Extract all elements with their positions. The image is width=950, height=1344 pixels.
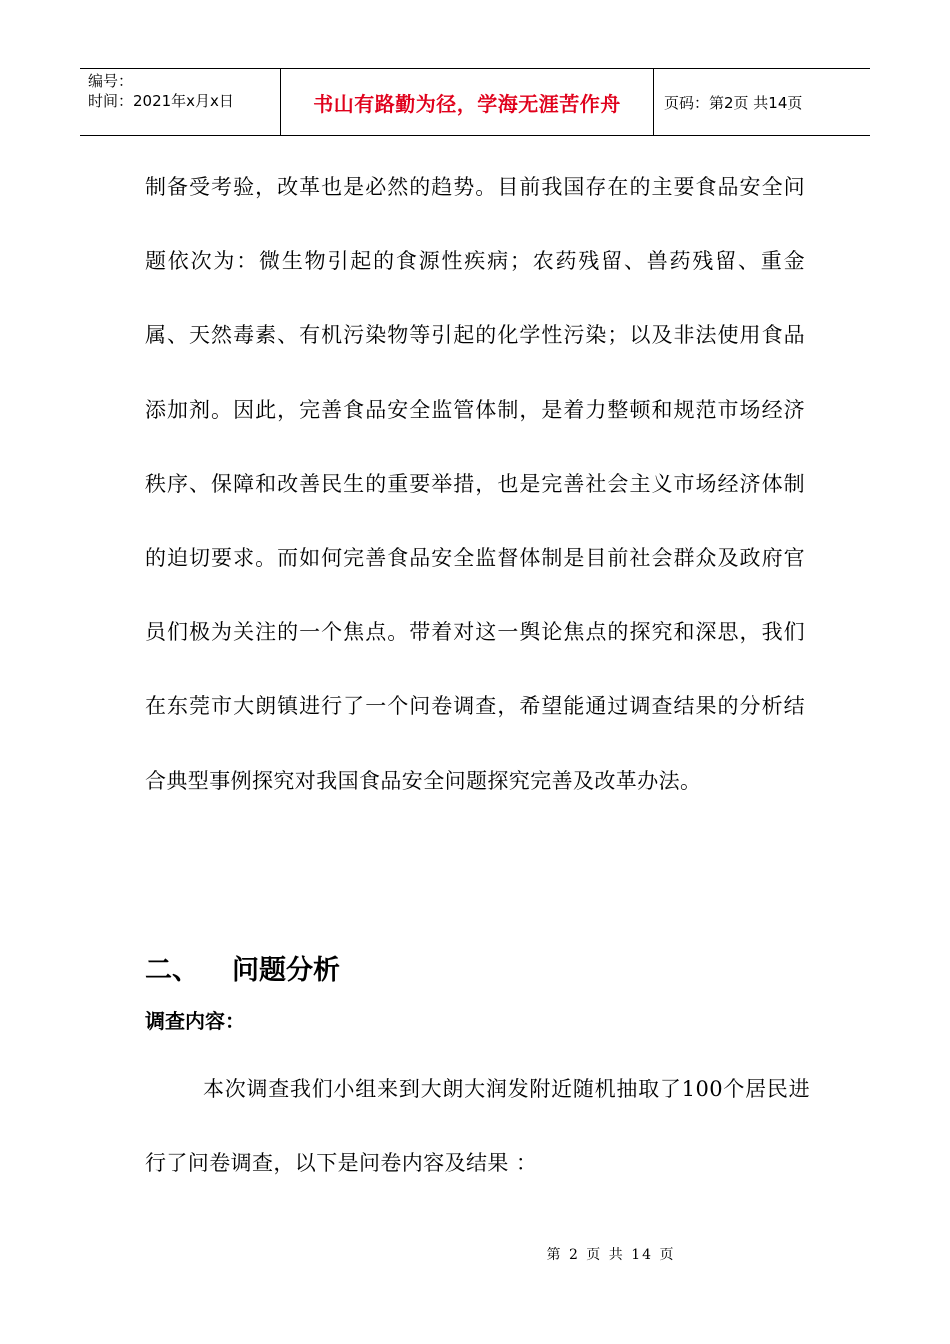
- page-footer: 第 2 页 共 14 页: [546, 1247, 676, 1263]
- section-paragraph: 本次调查我们小组来到大朗大润发附近随机抽取了100个居民进行了问卷调查，以下是问卷内容及结果 ：: [145, 1077, 810, 1175]
- section-body: [145, 1052, 810, 1200]
- section-title: 问题分析: [232, 955, 340, 986]
- header-motto: 书山有路勤为径，学海无涯苦作舟: [281, 69, 654, 135]
- header-meta-cell: [80, 69, 281, 135]
- sub-heading: 调查内容：: [145, 1009, 245, 1033]
- header-page-info: 页码：第2页 共14页: [664, 93, 803, 112]
- page-header: [80, 68, 870, 136]
- serial-label: 编号：: [88, 72, 134, 90]
- time-label: 时间：2021年x月x日: [88, 92, 234, 110]
- main-content: [145, 150, 805, 818]
- body-paragraph: 制备受考验，改革也是必然的趋势。目前我国存在的主要食品安全问题依次为：微生物引起的食源性疾病；农药残留、兽药残留、重金属、天然毒素、有机污染物等引起的化学性污染；以及非法使用食品添加剂。因此，完善食品安全监管体制，是着力整顿和规范市场经济秩序、保障和改善民生的重要举措，也是完善社会主义市场经济体制的迫切要求。而如何完善食品安全监督体制是目前社会群众及政府官员们极为关注的一个焦点。带着对这一舆论焦点的探究和深思，我们在东莞市大朗镇进行了一个问卷调查，希望能通过调查结果的分析结合典型事例探究对我国食品安全问题探究完善及改革办法。: [145, 175, 805, 793]
- section-number: 二、: [145, 955, 199, 986]
- section-heading: [145, 948, 340, 987]
